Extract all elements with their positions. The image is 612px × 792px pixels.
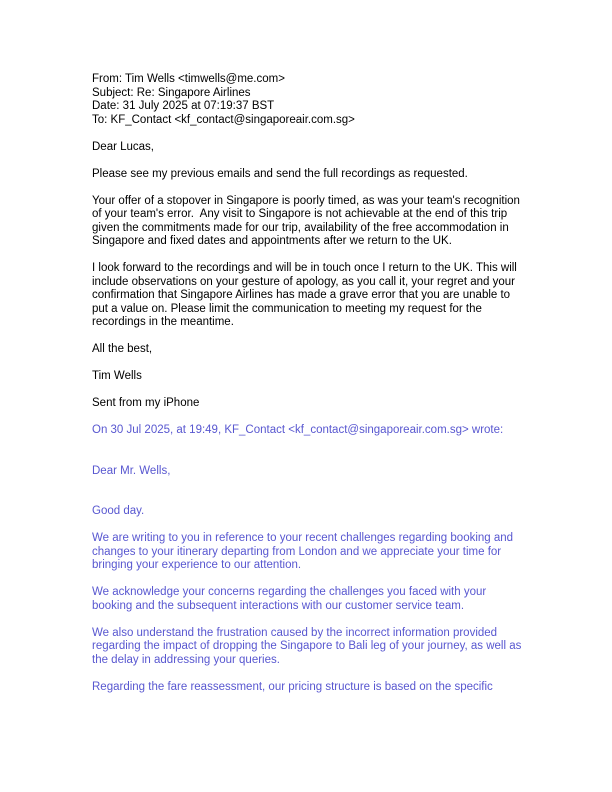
email-header-from: From: Tim Wells <timwells@me.com> [92, 73, 285, 85]
email-body-paragraph: Your offer of a stopover in Singapore is poorly timed, as was your team's recognition of your team's error. Any visit to Singapore is not achievable at the end of this trip given the commitments made for our trip, availability of the free accommodation in Singapore and fixed dates and appointments after we return to the UK. [92, 194, 524, 247]
email-body-paragraph: I look forward to the recordings and will be in touch once I return to the UK. This will include observations on your gesture of apology, as you call it, your regret and your confirmation that Singapore Airlines has made a grave error that you are unable to put a value on. Please limit the communication to meeting my request for the recordings in the meantime. [92, 262, 521, 328]
quoted-body-paragraph: We also understand the frustration caused by the incorrect information provided regarding the impact of dropping the Singapore to Bali leg of your journey, as well as the delay in addressing your queries. [92, 626, 525, 666]
email-closing: All the best, [92, 343, 153, 355]
email-header-subject: Subject: Re: Singapore Airlines [92, 86, 251, 99]
email-salutation: Dear Lucas, [92, 140, 155, 153]
quoted-attribution: On 30 Jul 2025, at 19:49, KF_Contact <kf_contact@singaporeair.com.sg> wrote: [92, 424, 504, 436]
quoted-body-paragraph: Regarding the fare reassessment, our pricing structure is based on the specific [92, 680, 493, 693]
quoted-body-paragraph: We acknowledge your concerns regarding the challenges you faced with your booking and the subsequent interactions with our customer service team. [92, 586, 490, 612]
email-body-paragraph: Please see my previous emails and send the full recordings as requested. [92, 167, 468, 180]
quoted-salutation: Dear Mr. Wells, [92, 464, 171, 477]
quoted-reply [92, 424, 525, 694]
email-header [92, 73, 522, 127]
email-signature: Tim Wells [92, 370, 142, 382]
sent-from-iphone-line: Sent from my iPhone [92, 397, 200, 409]
quoted-body-paragraph: We are writing to you in reference to your recent challenges regarding booking and changes to your itinerary departing from London and we appreciate your time for bringing your experience to our attention. [92, 532, 517, 571]
email-header-date: Date: 31 July 2025 at 07:19:37 BST [92, 100, 275, 112]
email-header-to: To: KF_Contact <kf_contact@singaporeair.com.sg> [92, 113, 355, 126]
quoted-greeting: Good day. [92, 505, 145, 517]
